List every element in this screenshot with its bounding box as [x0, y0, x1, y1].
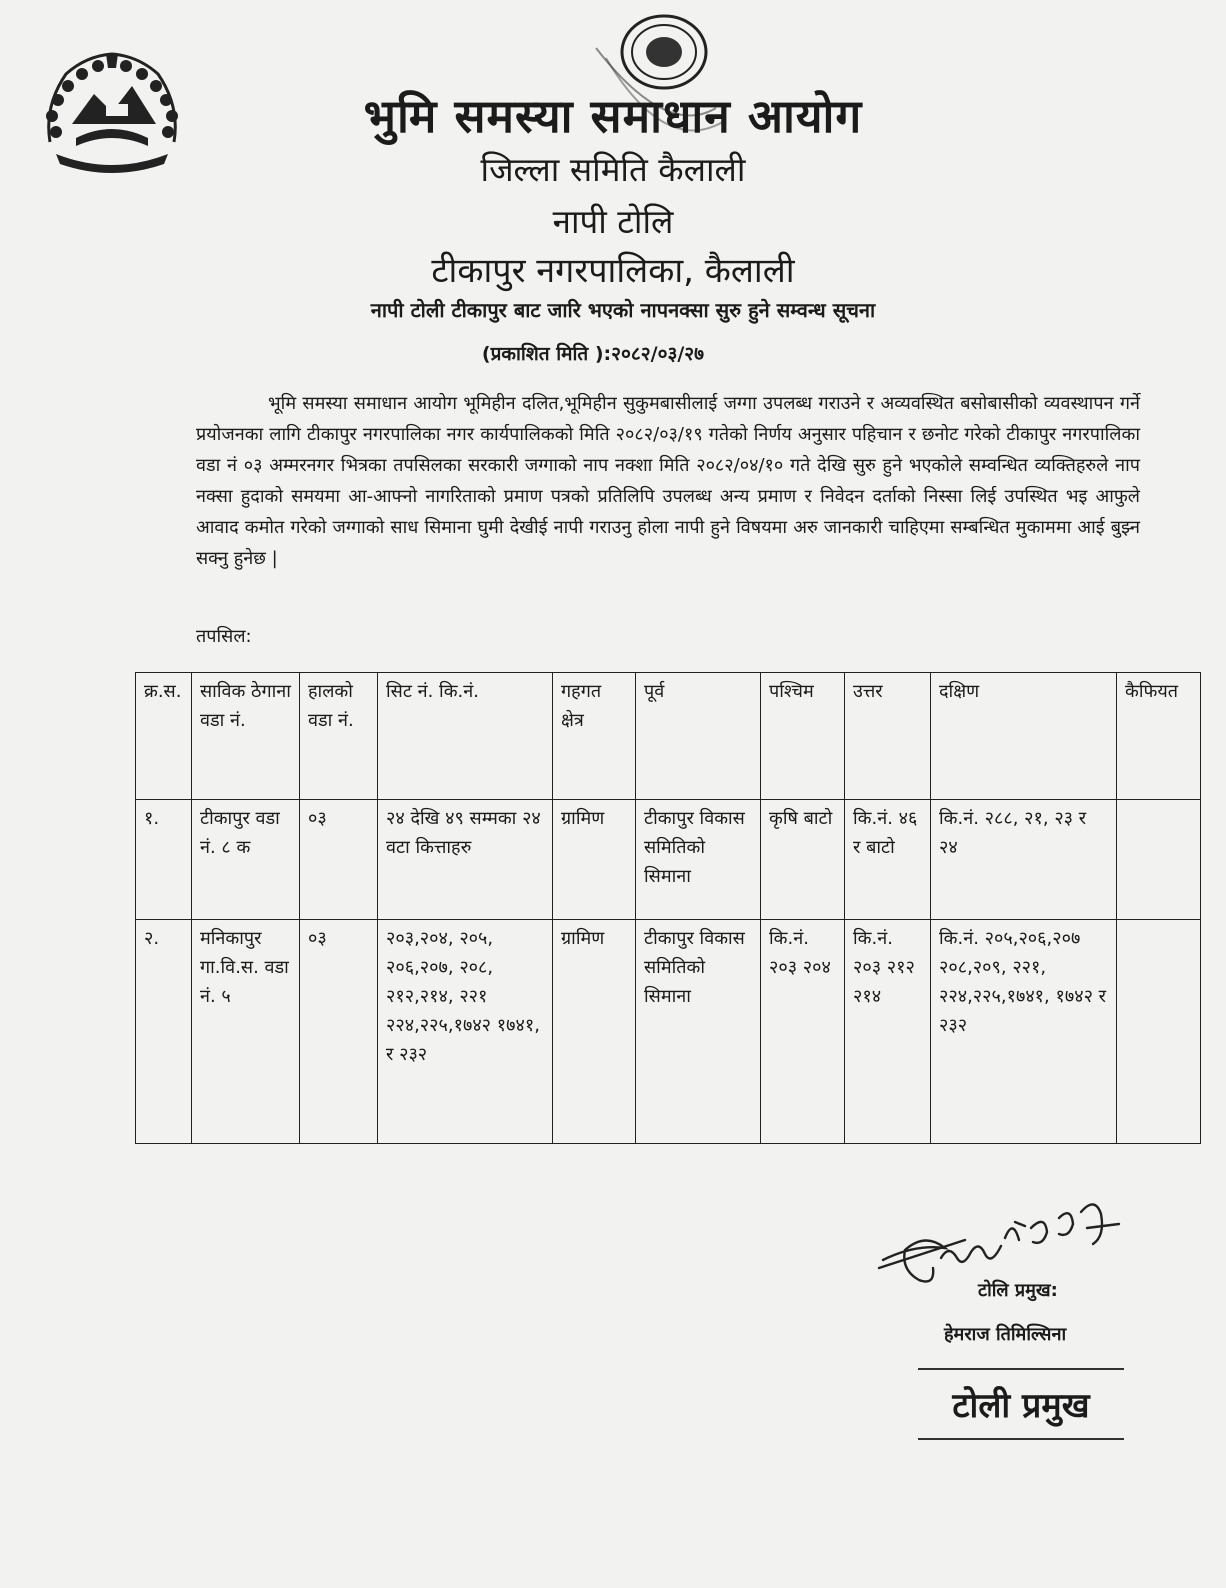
col-header-remarks: कैफियत	[1117, 673, 1201, 800]
col-header-west: पश्चिम	[761, 673, 845, 800]
cell-settlement-area: ग्रामिण	[553, 800, 636, 920]
published-date: (प्रकाशित मिति ):२०८२/०३/२७	[481, 343, 705, 365]
table-row	[136, 800, 1201, 920]
col-header-east: पूर्व	[636, 673, 761, 800]
col-header-sheet-plot: सिट नं. कि.नं.	[378, 673, 553, 800]
cell-north: कि.नं. ४६ र बाटो	[845, 800, 931, 920]
col-header-current-ward: हालको वडा नं.	[300, 673, 378, 800]
col-header-former-address: साविक ठेगाना वडा नं.	[192, 673, 300, 800]
cell-east: टीकापुर विकास समितिको सिमाना	[636, 800, 761, 920]
cell-remarks	[1117, 800, 1201, 920]
schedule-label: तपसिल:	[196, 626, 252, 647]
col-header-settlement-area: गहगत क्षेत्र	[553, 673, 636, 800]
cell-current-ward: ०३	[300, 800, 378, 920]
cell-west: कि.नं. २०३ २०४	[761, 919, 845, 1143]
cell-sheet-plot: २४ देखि ४९ सम्मका २४ वटा कित्ताहरु	[378, 800, 553, 920]
cell-sn: १.	[136, 800, 192, 920]
cell-east: टीकापुर विकास समितिको सिमाना	[636, 919, 761, 1143]
table-header-row	[136, 673, 1201, 800]
col-header-south: दक्षिण	[931, 673, 1117, 800]
cell-south: कि.नं. २८८, २१, २३ र २४	[931, 800, 1117, 920]
notice-title: नापी टोली टीकापुर बाट जारि भएको नापनक्सा सुरु हुने सम्वन्ध सूचना	[370, 298, 876, 322]
municipality-title: टीकापुर नगरपालिका, कैलाली	[431, 251, 795, 291]
team-leader-label: टोलि प्रमुख:	[978, 1280, 1058, 1301]
notice-paragraph: भूमि समस्या समाधान आयोग भूमिहीन दलित,भूमिहीन सुकुमबासीलाई जग्गा उपलब्ध गराउने र अव्यवस्थित बसोबासीको व्यवस्थापन गर्ने प्रयोजनका लागि टीकापुर नगरपालिका नगर कार्यपालिकको मिति २०८२/०३/१९ गतेको निर्णय अनुसार पहिचान र छनोट गरेको टीकापुर नगरपालिका वडा नं ०३ अम्मरनगर भित्रका तपसिलका सरकारी जग्गाको नाप नक्शा मिति २०८२/०४/१० गते देखि सुरु हुने भएकोले सम्वन्धित व्यक्तिहरुले नाप नक्सा हुदाको समयमा आ-आफ्नो नागरिताको प्रमाण पत्रको प्रतिलिपि उपलब्ध अन्य प्रमाण र निवेदन दर्ताको निस्सा लिई उपस्थित भइ आफुले आवाद कमोत गरेको जग्गाको साध सिमाना घुमी देखीई नापी गराउनु होला नापी हुने विषयमा अरु जानकारी चाहिएमा सम्बन्धित मुकाममा आई बुझ्न सक्नु हुनेछ |	[196, 393, 1140, 569]
cell-west: कृषि बाटो	[761, 800, 845, 920]
cell-remarks	[1117, 919, 1201, 1143]
cell-south: कि.नं. २०५,२०६,२०७ २०८,२०९, २२१, २२४,२२५,१७४१, १७४२ र २३२	[931, 919, 1117, 1143]
col-header-north: उत्तर	[845, 673, 931, 800]
table-row	[136, 919, 1201, 1143]
land-schedule-table	[135, 672, 1201, 1144]
cell-former-address: मनिकापुर गा.वि.स. वडा नं. ५	[192, 919, 300, 1143]
cell-north: कि.नं. २०३ २१२ २१४	[845, 919, 931, 1143]
cell-current-ward: ०३	[300, 919, 378, 1143]
col-header-sn: क्र.स.	[136, 673, 192, 800]
cell-sn: २.	[136, 919, 192, 1143]
cell-settlement-area: ग्रामिण	[553, 919, 636, 1143]
team-leader-stamp: टोली प्रमुख	[918, 1368, 1124, 1440]
organization-title: भुमि समस्या समाधान आयोग	[363, 89, 863, 143]
district-committee: जिल्ला समिति कैलाली	[480, 150, 746, 189]
survey-team-title: नापी टोलि	[552, 202, 674, 241]
team-leader-name: हेमराज तिमिल्सिना	[944, 1324, 1067, 1345]
cell-sheet-plot: २०३,२०४, २०५, २०६,२०७, २०८, २१२,२१४, २२१ २२४,२२५,१७४२ १७४१, र २३२	[378, 919, 553, 1143]
cell-former-address: टीकापुर वडा नं. ८ क	[192, 800, 300, 920]
